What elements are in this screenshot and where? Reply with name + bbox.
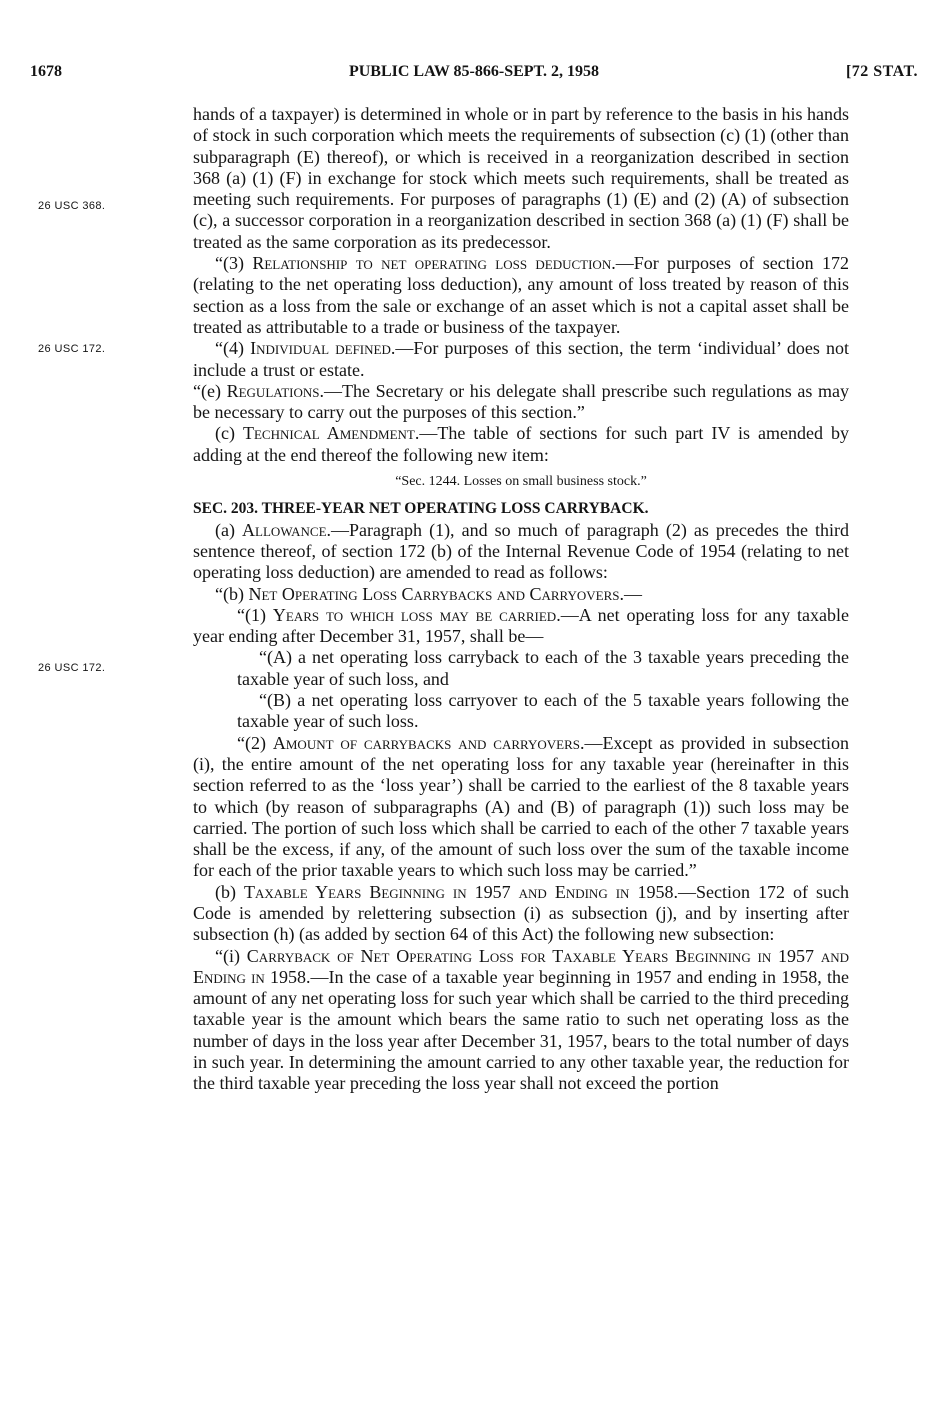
- margin-note-usc-172-second: 26 USC 172.: [38, 662, 106, 674]
- paragraph-number: (c): [215, 423, 243, 444]
- paragraph-text: —For purposes of section 172 (relating to the net operating loss deduction), any amount of loss treated by reason of this section as a loss from the sale or exchange of an asset which is not a capital asset shall be treated as attributable to a trade or business of the taxpayer.: [193, 253, 850, 337]
- paragraph-text: —Section 172 of such Code is amended by relettering subsection (i) as subsection (j), and by inserting after subsection (h) (as added by section 64 of this Act) the following new subsection:: [193, 881, 850, 945]
- paragraph-taxable-years-1957: [0, 882, 849, 946]
- paragraph-text: —: [624, 583, 642, 604]
- paragraph-allowance: [193, 520, 849, 584]
- paragraph-heading: Regulations.: [226, 380, 324, 401]
- paragraph-number: “(3): [215, 253, 253, 274]
- paragraph-heading: Amount of carrybacks and carryovers.: [272, 732, 585, 753]
- paragraph-heading: Net Operating Loss Carrybacks and Carryovers.: [248, 583, 624, 604]
- paragraph-carrybacks-heading: [193, 584, 849, 605]
- paragraph-continuation: hands of a taxpayer) is determined in whole or in part by reference to the basis in his hands of stock in such corporation which meets the requirements of subsection (c) (1) (other than subparagraph (E) thereof), or which is received in a reorganization described in section 368 (a) (1) (F) in exchange for stock which meets such requirements, shall be treated as meeting such requirements. For purposes of paragraphs (1) (E) and (2) (A) of subsection (c), a successor corporation in a reorganization described in section 368 (a) (1) (F) shall be treated as the same corporation as its predecessor.: [193, 104, 849, 252]
- paragraph-amount-carrybacks: [193, 733, 849, 882]
- paragraph-number: “(i): [215, 945, 247, 966]
- paragraph-number: “(2): [237, 732, 273, 753]
- paragraph-text: —In the case of a taxable year beginning in 1957 and ending in 1958, the amount of any net operating loss for such year which shall be carried to the third preceding taxable year is the amount which bears the same ratio to such net operating loss as the number of days in the loss year after December 31, 1957, bears to the total number of days in such year. In determining the amount carried to any other taxable year, the reduction for the third taxable year preceding the loss year shall not exceed the portion: [193, 966, 849, 1094]
- section-heading: SEC. 203. THREE-YEAR NET OPERATING LOSS CARRYBACK.: [193, 500, 649, 518]
- page-number: 1678: [30, 63, 62, 80]
- paragraph-number: (b): [215, 881, 245, 902]
- paragraph-text: —Except as provided in subsection (i), the entire amount of the net operating loss for any taxable year (hereinafter in this section referred to as the ‘loss year’) shall be carried to the earliest of the 8 taxable years to which (by reason of subparagraphs (A) and (B) of paragraph (1)) such loss may be carried. The portion of such loss which shall be carried to each of the other 7 taxable years shall be the excess, if any, of the amount of such loss over the sum of the taxable income for each of the prior taxable years to which such loss may be carried.”: [193, 732, 849, 881]
- paragraph-number: “(4): [215, 338, 251, 359]
- running-title: PUBLIC LAW 85-866-SEPT. 2, 1958: [348, 63, 600, 80]
- paragraph-years-carried: [193, 605, 849, 648]
- new-table-item: “Sec. 1244. Losses on small business stock.”: [395, 474, 647, 490]
- paragraph-heading: Taxable Years Beginning in 1957 and Ending in 1958.: [244, 881, 678, 902]
- paragraph-number: “(b): [215, 583, 249, 604]
- paragraph-heading: Technical Amendment.: [243, 423, 420, 444]
- paragraph-heading: Relationship to net operating loss deduction.: [252, 253, 616, 274]
- paragraph-text: —Paragraph (1), and so much of paragraph (2) as precedes the third sentence thereof, of section 172 (b) of the Internal Revenue Code of 1954 (relating to net operating loss deduction) are amended to read as follows:: [193, 519, 849, 583]
- document-body: [193, 104, 849, 1095]
- subparagraph-b: “(B) a net operating loss carryover to each of the 5 taxable years following the taxable year of such loss.: [237, 690, 849, 732]
- statute-reference: [72 STAT.: [845, 63, 918, 80]
- paragraph-heading: Individual defined.: [250, 338, 396, 359]
- paragraph-heading: Carryback of Net Operating Loss for Taxable Years Beginning in 1957 and Ending in 1958.: [193, 945, 850, 987]
- paragraph-carryback-1957-1958: [193, 946, 849, 1095]
- margin-note-usc-368: 26 USC 368.: [38, 200, 106, 212]
- paragraph-relationship-nol: [193, 253, 849, 338]
- paragraph-number: (a): [215, 519, 243, 540]
- paragraph-heading: Years to which loss may be carried.: [272, 604, 561, 625]
- paragraph-text: —For purposes of this section, the term ‘individual’ does not include a trust or estate.: [193, 338, 849, 380]
- paragraph-regulations: [0, 381, 849, 424]
- paragraph-number: “(e): [193, 380, 227, 401]
- margin-note-usc-172-first: 26 USC 172.: [38, 343, 106, 355]
- paragraph-text: —A net operating loss for any taxable year ending after December 31, 1957, shall be—: [193, 604, 849, 647]
- paragraph-technical-amendment: [193, 423, 849, 466]
- paragraph-heading: Allowance.: [242, 519, 332, 540]
- paragraph-text: —The Secretary or his delegate shall prescribe such regulations as may be necessary to carry out the purposes of this section.”: [193, 380, 849, 423]
- subparagraph-a: “(A) a net operating loss carryback to each of the 3 taxable years preceding the taxable year of such loss, and: [237, 647, 849, 689]
- paragraph-individual-defined: [193, 338, 849, 381]
- paragraph-text: —The table of sections for such part IV is amended by adding at the end thereof the following new item:: [193, 423, 850, 465]
- page-header: [30, 63, 918, 87]
- paragraph-number: “(1): [237, 604, 273, 625]
